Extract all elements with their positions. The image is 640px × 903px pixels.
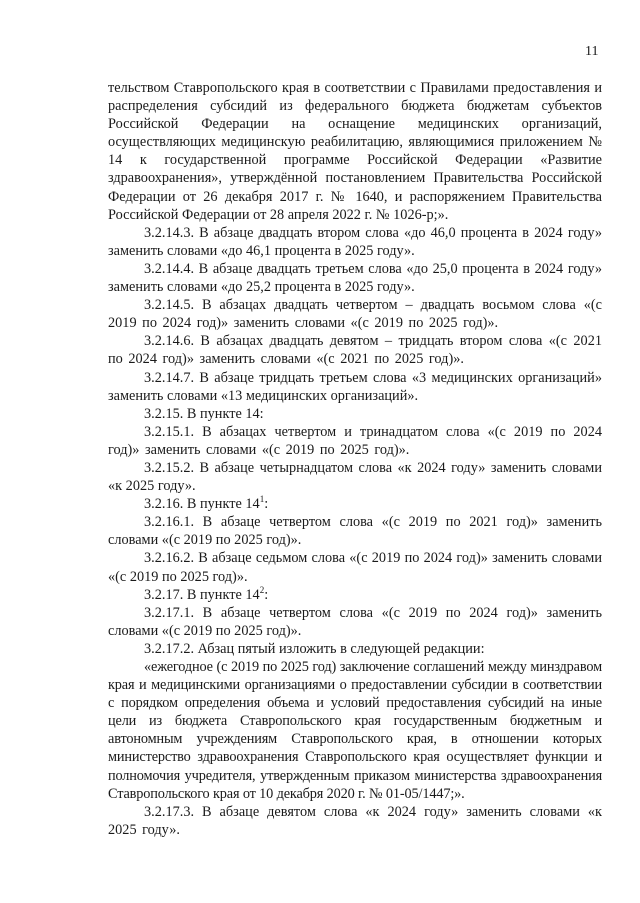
- paragraph-3-2-17-tail: :: [264, 586, 269, 603]
- paragraph-3-2-16-text: 3.2.16. В пункте 14: [144, 496, 260, 513]
- paragraph-quoted-text: «ежегодное (с 2019 по 2025 год) заключение соглашений между минздравом края и медицинскими организациями о предоставлении субсидии в соответствии с порядком определения объема и условий предоставления субсидий на иные цели из бюджета Ставропольского края государственным бюджетным и автономным учреждениям Ставропольского края, в отношении которых министерство здравоохранения Ставропольского края осуществляет функции и полномочия учредителя, утвержденным приказом министерства здравоохранения Ставропольского края от 10 декабря 2020 г. № 01-05/1447;».: [108, 659, 602, 802]
- paragraph-3-2-16-2: 3.2.16.2. В абзаце седьмом слова «(с 2019 по 2024 год)» заменить словами «(с 2019 по 2025 год)».: [108, 550, 602, 585]
- paragraph-3-2-14-4: 3.2.14.4. В абзаце двадцать третьем слова «до 25,0 процента в 2024 году» заменить словами «до 25,2 процента в 2025 году».: [108, 260, 602, 296]
- paragraph-3-2-17-text: 3.2.17. В пункте 14: [144, 586, 260, 603]
- paragraph-3-2-14-7: 3.2.14.7. В абзаце тридцать третьем слова «3 медицинских организаций» заменить словами «13 медицинских организаций».: [108, 369, 602, 404]
- paragraph-3-2-17-3: 3.2.17.3. В абзаце девятом слова «к 2024 году» заменить словами «к 2025 году».: [108, 803, 602, 838]
- paragraph-3-2-17-2: 3.2.17.2. Абзац пятый изложить в следующей редакции:: [144, 640, 485, 657]
- paragraph-3-2-17-1: 3.2.17.1. В абзаце четвертом слова «(с 2019 по 2024 год)» заменить словами «(с 2019 по 2025 год)».: [108, 604, 602, 639]
- paragraph-3-2-16: [108, 495, 602, 513]
- document-body: [108, 79, 602, 839]
- paragraph-3-2-14-5: 3.2.14.5. В абзацах двадцать четвертом – двадцать восьмом слова «(с 2019 по 2024 год)» заменить словами «(с 2019 по 2025 год)».: [108, 297, 602, 332]
- paragraph-3-2-15-2: 3.2.15.2. В абзаце четырнадцатом слова «к 2024 году» заменить словами «к 2025 году».: [108, 459, 602, 495]
- paragraph-3-2-14-3: 3.2.14.3. В абзаце двадцать втором слова «до 46,0 процента в 2024 году» заменить словами «до 46,1 процента в 2025 году».: [108, 224, 602, 259]
- paragraph-3-2-16-tail: :: [264, 496, 269, 513]
- paragraph-3-2-16-superscript: 1: [259, 494, 265, 505]
- paragraph-continuation: тельством Ставропольского края в соответствии с Правилами предоставления и распределения субсидий из федерального бюджета бюджетам субъектов Российской Федерации на оснащение медицинских организаций, осуществляющих медицинскую реабилитацию, являющимися приложением № 14 к государственной программе Российской Федерации «Развитие здравоохранения», утверждённой постановлением Правительства Российской Федерации от 26 декабря 2017 г. № 1640, и распоряжением Правительства Российской Федерации от 28 апреля 2022 г. № 1026-р;».: [108, 80, 602, 223]
- page-number: 11: [585, 44, 599, 59]
- paragraph-3-2-14-6: 3.2.14.6. В абзацах двадцать девятом – тридцать втором слова «(с 2021 по 2024 год)» заменить словами «(с 2021 по 2025 год)».: [108, 333, 602, 368]
- paragraph-3-2-15: 3.2.15. В пункте 14:: [144, 405, 264, 422]
- paragraph-3-2-15-1: 3.2.15.1. В абзацах четвертом и тринадцатом слова «(с 2019 по 2024 год)» заменить словами «(с 2019 по 2025 год)».: [108, 423, 602, 458]
- paragraph-3-2-17: [108, 586, 602, 604]
- paragraph-3-2-17-superscript: 2: [259, 584, 265, 595]
- paragraph-3-2-16-1: 3.2.16.1. В абзаце четвертом слова «(с 2019 по 2021 год)» заменить словами «(с 2019 по 2025 год)».: [108, 514, 602, 549]
